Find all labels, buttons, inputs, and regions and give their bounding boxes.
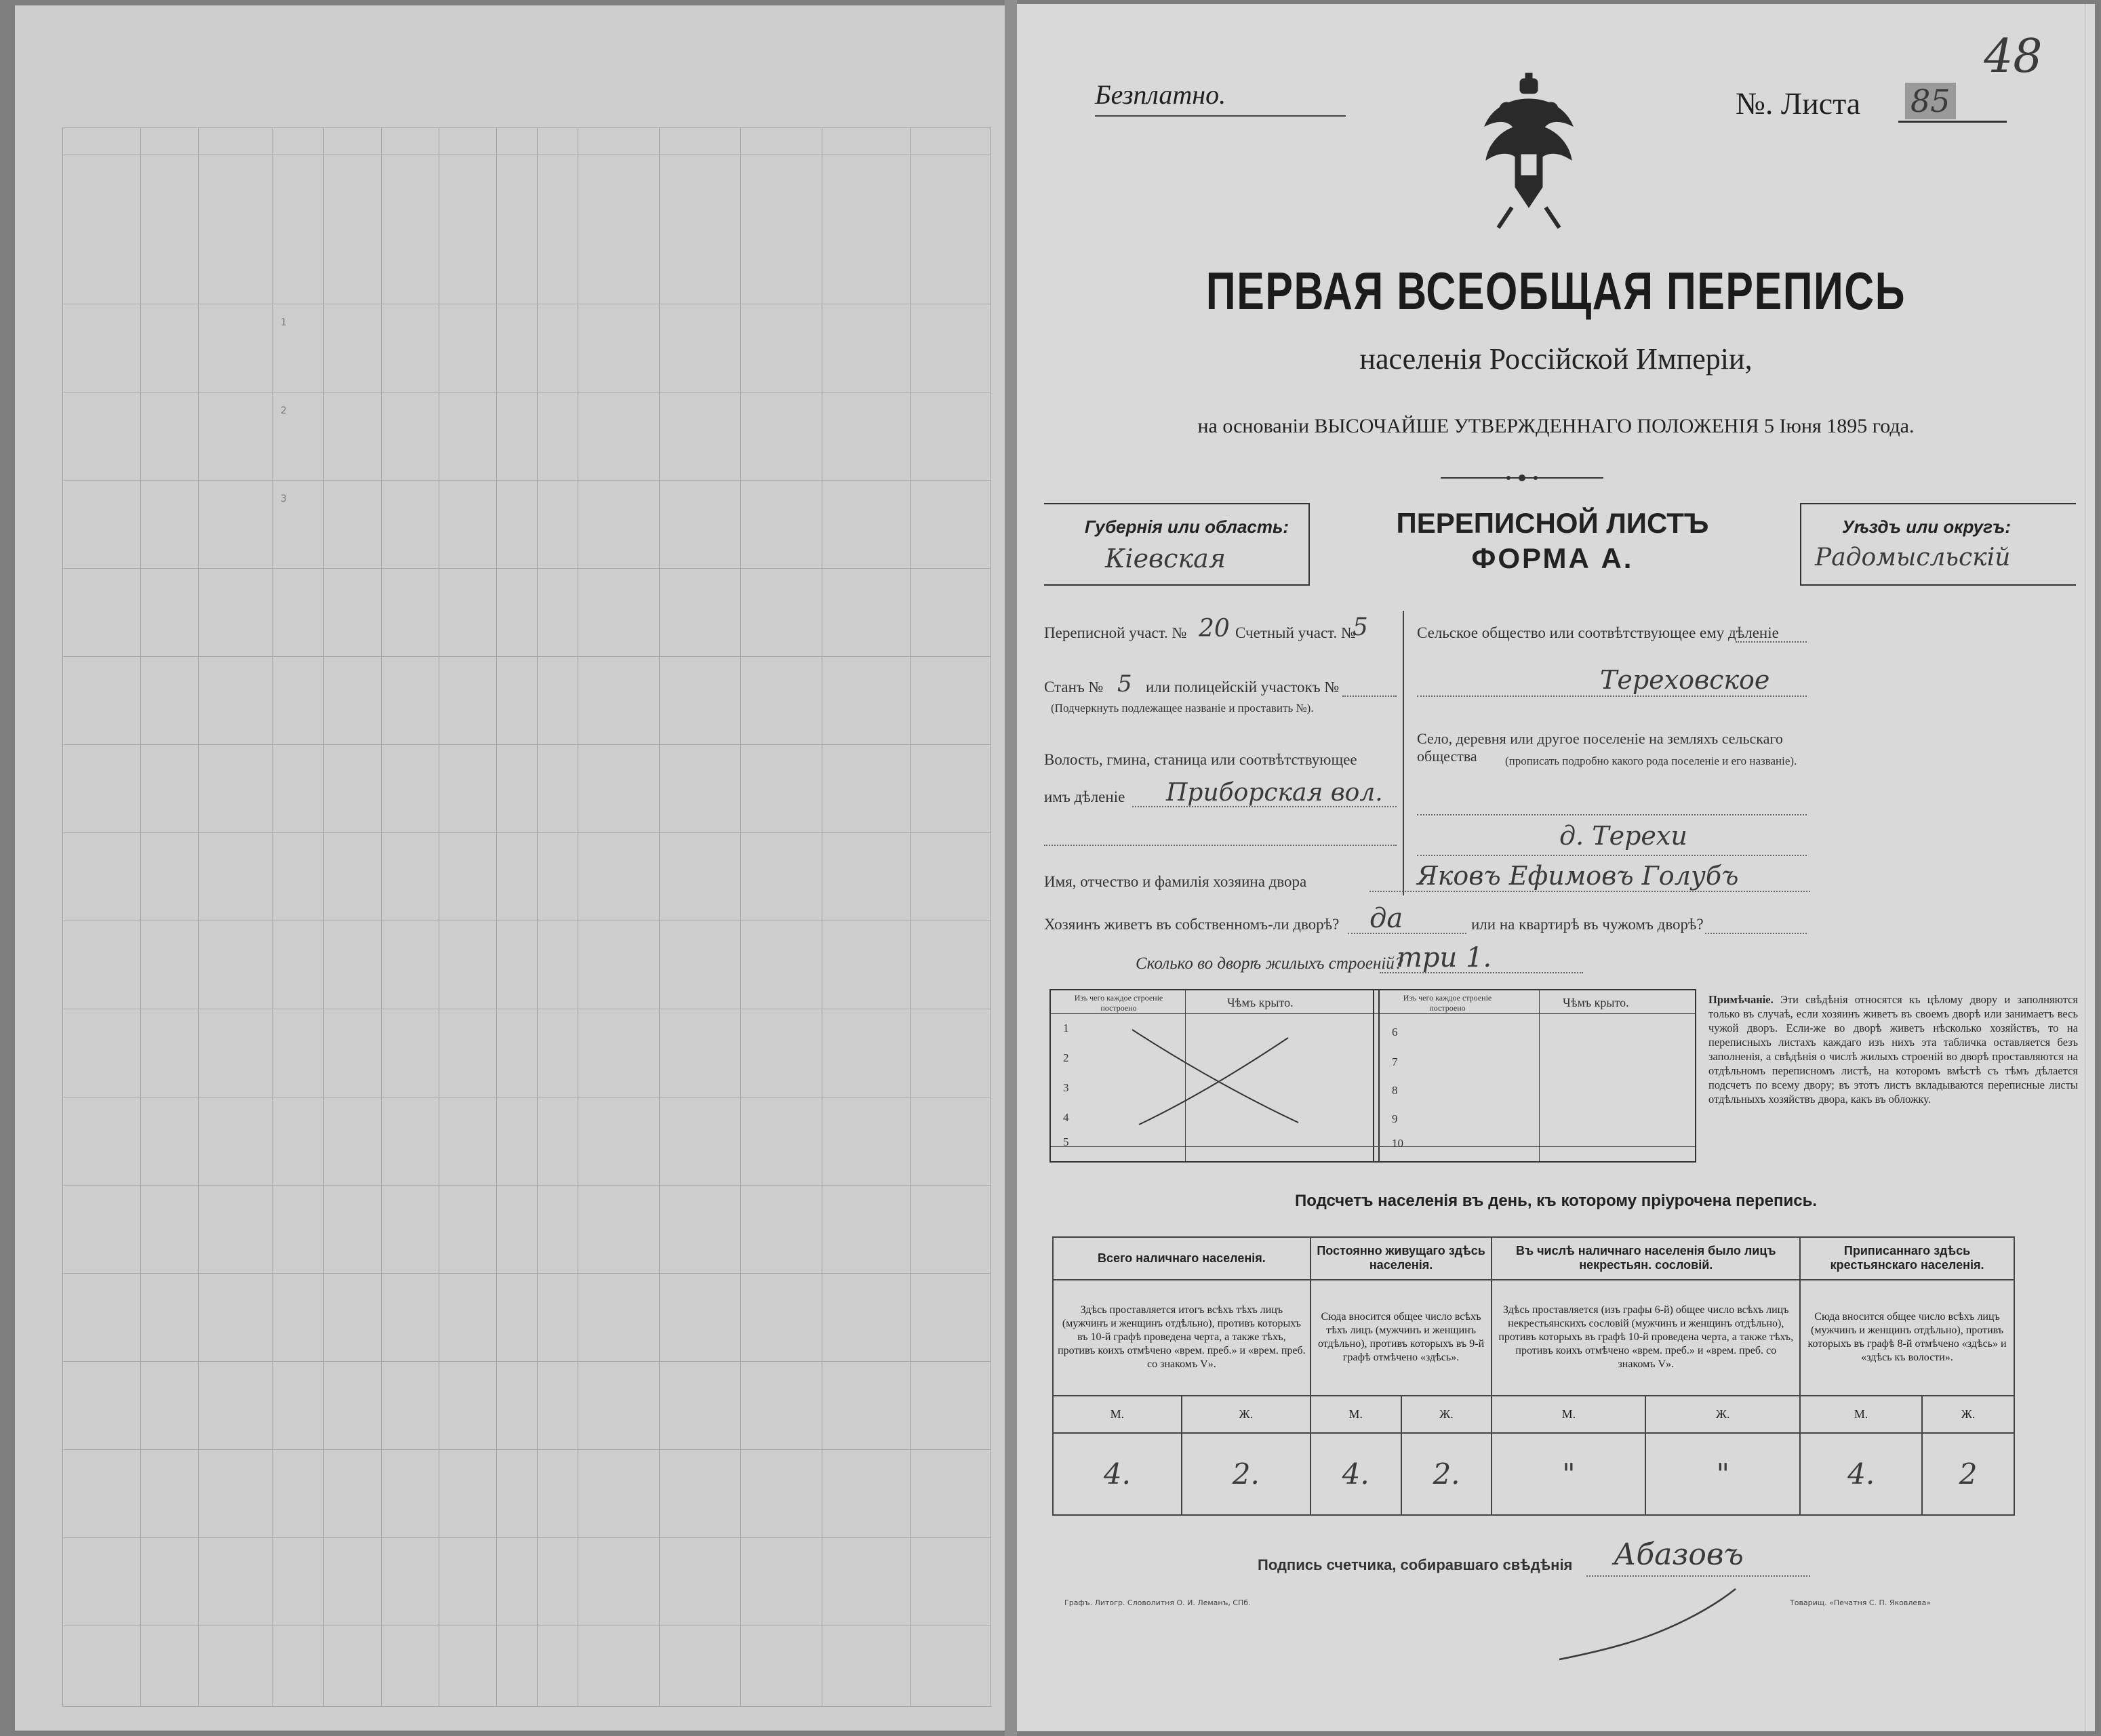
form-header-row <box>1044 503 2075 583</box>
left-page <box>15 5 1006 1731</box>
village-value: д. Терехи <box>1559 821 1687 851</box>
sex-label-f-4: Ж. <box>1922 1396 2014 1433</box>
buildings-label: Сколько во дворѣ жилыхъ строеній? <box>1136 954 1403 973</box>
footer-right-imprint: Товарищ. «Печатня С. П. Яковлева» <box>1790 1598 1932 1607</box>
cross-out-mark <box>1125 1024 1308 1126</box>
owner-name-value: Яковъ Ефимовъ Голубъ <box>1417 861 1739 891</box>
sex-label-f-2: Ж. <box>1401 1396 1492 1433</box>
title-sub: населенія Россійской Имперіи, <box>1359 342 1753 376</box>
note-block <box>1708 992 2078 1106</box>
district-value: Радомысльскій <box>1815 544 2011 571</box>
count-desc-present: Здѣсь проставляется итогъ всѣхъ тѣхъ лицъ (мужчинъ и женщинъ отдѣльно), противъ которыхъ въ 10-й графѣ проведена черта, а также тѣхъ, противъ коихъ отмѣчено «врем. преб.» и «врем. преб. со знакомъ V». <box>1053 1280 1310 1396</box>
form-title: ПЕРЕПИСНОЙ ЛИСТЪ <box>1396 507 1709 539</box>
title-decree: на основаніи ВЫСОЧАЙШЕ УТВЕРЖДЕННАГО ПОЛОЖЕНІЯ 5 Іюня 1895 года. <box>1197 415 1915 437</box>
count-desc-nonpeasant: Здѣсь проставляется (изъ графы 6-й) общее число всѣхъ лицъ некрестьянскихъ сословій (мужчинъ и женщинъ отдѣльно), противъ которыхъ въ графѣ 10-й проведена черта, а также тѣхъ, противъ коихъ отмѣчено «врем. преб.» и «врем. преб. со знакомъ V». <box>1492 1280 1800 1396</box>
building-row-9: 9 <box>1392 1112 1398 1125</box>
footer-left-imprint: Графъ. Литогр. Словолитня О. И. Леманъ, СПб. <box>1064 1598 1251 1607</box>
stan-value: 5 <box>1117 670 1132 698</box>
building-row-6: 6 <box>1392 1026 1398 1038</box>
owner-name-label: Имя, отчество и фамилія хозяина двора <box>1044 873 1307 890</box>
title-main: ПЕРВАЯ ВСЕОБЩАЯ ПЕРЕПИСЬ <box>1205 261 1906 321</box>
count-value-nonpeasant-m: " <box>1492 1433 1645 1515</box>
population-count-table <box>1052 1236 2015 1516</box>
built-col-header-right: Изъ чего каждое строеніе построено <box>1403 993 1492 1013</box>
left-row-number-3: 3 <box>281 493 287 504</box>
volost-label-2: имъ дѣленіе <box>1044 788 1125 805</box>
census-district-label: Переписной участ. № <box>1044 624 1187 641</box>
count-value-registered-m: 4. <box>1800 1433 1922 1515</box>
own-yard-label: Хозяинъ живетъ въ собственномъ-ли дворѣ? <box>1044 916 1340 933</box>
left-row-number-2: 2 <box>281 405 287 416</box>
count-district-label: Счетный участ. № <box>1235 624 1356 641</box>
buildings-table <box>1049 989 1696 1163</box>
double-headed-eagle-emblem <box>1471 72 1586 235</box>
province-label: Губернія или область: <box>1085 517 1289 537</box>
sex-label-m-2: М. <box>1310 1396 1401 1433</box>
sheet-number-value: 85 <box>1905 83 1956 119</box>
count-value-nonpeasant-f: " <box>1645 1433 1800 1515</box>
building-row-1: 1 <box>1063 1022 1069 1034</box>
building-row-10: 10 <box>1392 1137 1403 1150</box>
count-title: Подсчетъ населенія въ день, къ которому пріурочена перепись. <box>1295 1192 1817 1210</box>
census-district-value: 20 <box>1199 615 1230 643</box>
built-col-header-left: Изъ чего каждое строеніе построено <box>1074 993 1163 1013</box>
sex-label-f-1: Ж. <box>1182 1396 1310 1433</box>
buildings-value: три 1. <box>1397 942 1492 973</box>
count-district-value: 5 <box>1353 613 1368 641</box>
sex-label-m-4: М. <box>1800 1396 1922 1433</box>
note-title: Примѣчаніе. <box>1708 993 1774 1006</box>
count-header-present: Всего наличнаго населенія. <box>1053 1237 1310 1280</box>
ornament-divider <box>1441 473 1603 483</box>
province-value: Кіевская <box>1105 544 1226 573</box>
note-text: Эти свѣдѣнія относятся къ цѣлому двору и заполняются только въ случаѣ, если хозяинъ живетъ въ своемъ дворѣ или занимаетъ весь чужой дворъ. Если-же во дворѣ живетъ нѣсколько хозяйствъ, то на переписныхъ листахъ каждаго изъ нихъ эта табличка оставляется безъ заполненія, а свѣдѣнія о числѣ жилыхъ строеній во дворѣ проставляются на отдѣльномъ переписномъ листѣ, на которомъ вмѣстѣ съ тѣмъ дѣлается подсчетъ по всему двору; въ этотъ листъ вкладываются переписные листы отдѣльныхъ хозяйствъ двора, какъ въ обложку. <box>1708 993 2079 1106</box>
sex-label-f-3: Ж. <box>1645 1396 1800 1433</box>
building-row-5: 5 <box>1063 1135 1069 1148</box>
count-desc-registered: Сюда вносится общее число всѣхъ лицъ (мужчинъ и женщинъ отдѣльно), противъ которыхъ въ графѣ 8-й отмѣчено «здѣсь» и «здѣсь къ волости». <box>1800 1280 2014 1396</box>
stan-label: Станъ № <box>1044 679 1104 695</box>
count-value-registered-f: 2 <box>1922 1433 2014 1515</box>
count-header-resident: Постоянно живущаго здѣсь населенія. <box>1310 1237 1492 1280</box>
sex-label-m-1: М. <box>1053 1396 1182 1433</box>
left-ruled-grid <box>62 127 991 1707</box>
building-row-2: 2 <box>1063 1051 1069 1064</box>
count-value-resident-f: 2. <box>1401 1433 1492 1515</box>
count-desc-resident: Сюда вносится общее число всѣхъ тѣхъ лицъ (мужчинъ и женщинъ отдѣльно), противъ которыхъ въ 9-й графѣ отмѣчено «здѣсь». <box>1310 1280 1492 1396</box>
underline-note: (Подчеркнуть подлежащее названіе и проставить №). <box>1051 702 1314 714</box>
volost-label-1: Волость, гмина, станица или соотвѣтствующее <box>1044 751 1357 768</box>
free-label: Безплатно. <box>1095 79 1226 110</box>
society-value: Тереховское <box>1600 665 1770 695</box>
district-label: Уѣздъ или округъ: <box>1842 517 2012 537</box>
count-value-present-m: 4. <box>1053 1433 1182 1515</box>
signature-value: Абазовъ <box>1614 1537 1744 1572</box>
count-header-nonpeasant: Въ числѣ наличнаго населенія было лицъ некрестьян. сословій. <box>1492 1237 1800 1280</box>
roof-col-header-left: Чѣмъ крыто. <box>1227 996 1294 1009</box>
building-row-8: 8 <box>1392 1084 1398 1097</box>
sex-label-m-3: М. <box>1492 1396 1645 1433</box>
sheet-number-label: №. Листа <box>1736 86 1861 121</box>
volost-value: Приборская вол. <box>1166 779 1383 807</box>
count-value-present-f: 2. <box>1182 1433 1310 1515</box>
right-page-census-form <box>1017 4 2095 1731</box>
rented-yard-label: или на квартирѣ въ чужомъ дворѣ? <box>1471 916 1704 933</box>
form-letter: ФОРМА А. <box>1471 542 1634 574</box>
count-value-resident-m: 4. <box>1310 1433 1401 1515</box>
left-row-number-1: 1 <box>281 317 287 328</box>
building-row-4: 4 <box>1063 1111 1069 1124</box>
signature-label: Подпись счетчика, собиравшаго свѣдѣнія <box>1258 1556 1573 1573</box>
building-row-7: 7 <box>1392 1055 1398 1068</box>
village-label: Село, деревня или другое поселеніе на земляхъ сельскаго общества <box>1417 730 1783 765</box>
page-number-handwritten: 48 <box>1984 30 2043 83</box>
building-row-3: 3 <box>1063 1081 1069 1094</box>
village-note: (прописать подробно какого рода поселеніе и его названіе). <box>1505 754 1797 767</box>
book-gutter <box>1005 0 1017 1736</box>
own-yard-value: да <box>1369 903 1403 934</box>
signature-flourish <box>1546 1583 1749 1665</box>
society-label: Сельское общество или соотвѣтствующее ему дѣленіе <box>1417 624 1779 641</box>
count-header-registered: Приписаннаго здѣсь крестьянскаго населенія. <box>1800 1237 2014 1280</box>
roof-col-header-right: Чѣмъ крыто. <box>1563 996 1629 1009</box>
police-district-label: или полицейскій участокъ № <box>1146 679 1340 695</box>
